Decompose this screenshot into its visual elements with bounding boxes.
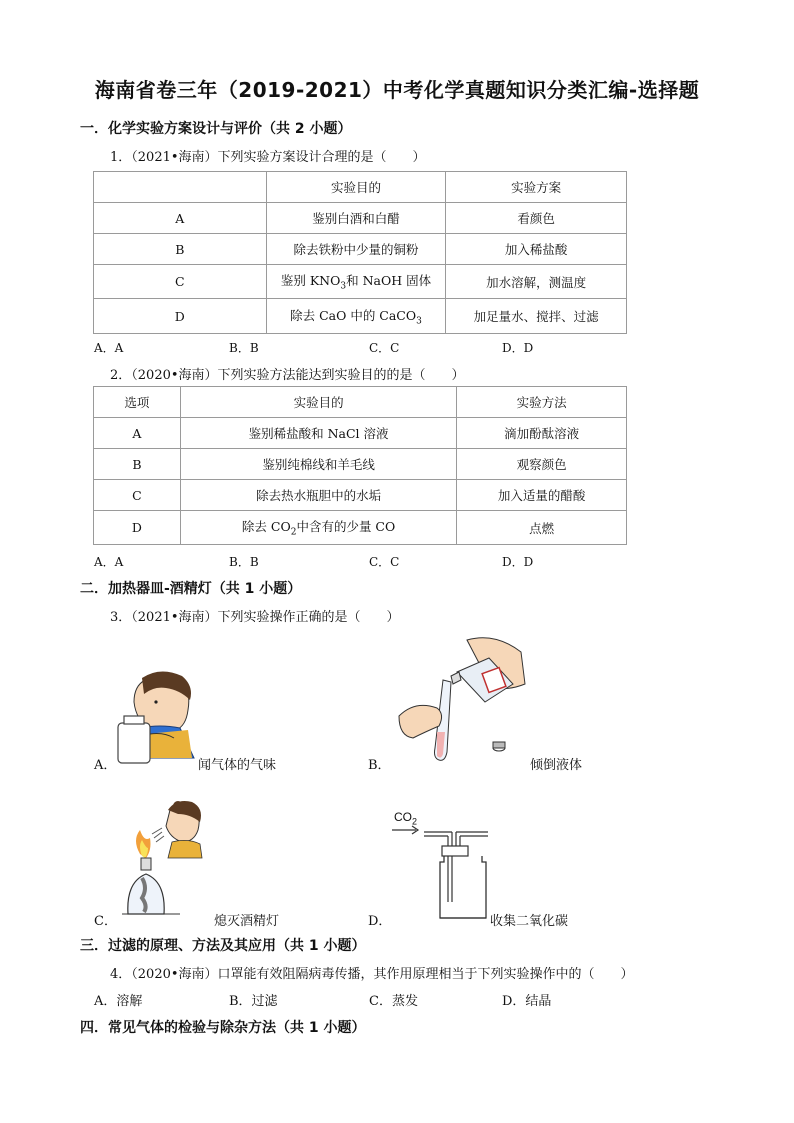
choice-c: C．C: [369, 341, 400, 355]
option-c-caption: 熄灭酒精灯: [214, 914, 280, 929]
method-cell: 加足量水、搅拌、过滤: [446, 299, 627, 334]
choice-a: A．溶解: [94, 994, 143, 1009]
goal-cell: [266, 265, 446, 299]
method-cell: 加入稀盐酸: [446, 234, 627, 265]
section-heading-3: 三．过滤的原理、方法及其应用（共 1 小题）: [80, 938, 366, 954]
subscript: 3: [340, 281, 347, 292]
choice-b: B．B: [229, 341, 259, 355]
goal-text: 中含有的少量 CO: [296, 519, 396, 535]
option-cell: C: [94, 265, 267, 299]
question-2-stem: 2．（2020•海南）下列实验方法能达到实验目的的是（ ）: [110, 368, 465, 383]
table-row: [94, 418, 627, 449]
method-cell: 点燃: [457, 511, 627, 545]
choice-b: B．过滤: [229, 994, 278, 1009]
smell-gas-illustration: [110, 668, 200, 768]
choice-d: D．D: [502, 555, 534, 569]
choice-d: D．结晶: [502, 994, 552, 1009]
option-a-letter: A．: [94, 758, 117, 773]
page-title: 海南省卷三年（2019-2021）中考化学真题知识分类汇编-选择题: [94, 78, 700, 102]
method-cell: 观察颜色: [457, 449, 627, 480]
option-cell: D: [94, 299, 267, 334]
option-cell: D: [94, 511, 181, 545]
choice-c: C．蒸发: [369, 994, 418, 1009]
goal-cell: [266, 299, 446, 334]
co2-text: CO: [394, 810, 412, 824]
method-cell: 看颜色: [446, 203, 627, 234]
goal-text: 除去 CaO 中的 CaCO: [290, 307, 417, 323]
choice-a: A．A: [94, 341, 124, 355]
question-1-table: [93, 171, 627, 334]
subscript: 3: [416, 316, 422, 327]
goal-cell: 鉴别稀盐酸和 NaCl 溶液: [180, 418, 456, 449]
option-b-caption: 倾倒液体: [530, 758, 583, 773]
co2-subscript: 2: [412, 816, 418, 827]
section-heading-1: 一．化学实验方案设计与评价（共 2 小题）: [80, 121, 352, 137]
table-header-cell: 选项: [94, 387, 181, 418]
choice-b: B．B: [229, 555, 259, 569]
pour-liquid-illustration: [395, 632, 530, 772]
goal-cell: 鉴别纯棉线和羊毛线: [180, 449, 456, 480]
question-3-stem: 3．（2021•海南）下列实验操作正确的是（ ）: [110, 610, 400, 625]
choice-a: A．A: [94, 555, 124, 569]
method-cell: 滴加酚酞溶液: [457, 418, 627, 449]
table-row: [94, 234, 627, 265]
table-header-cell: 实验目的: [266, 172, 446, 203]
question-4-stem: 4．（2020•海南）口罩能有效阻隔病毒传播，其作用原理相当于下列实验操作中的（ ）: [110, 967, 634, 982]
section-heading-2: 二．加热器皿-酒精灯（共 1 小题）: [80, 581, 302, 597]
subscript: 2: [290, 527, 297, 538]
goal-cell: 鉴别白酒和白醋: [266, 203, 446, 234]
option-cell: B: [94, 234, 267, 265]
table-header-cell: 实验方法: [457, 387, 627, 418]
option-d-letter: D．: [368, 914, 392, 929]
table-header-cell: 实验目的: [180, 387, 456, 418]
choice-c: C．C: [369, 555, 400, 569]
table-header-cell: 实验方案: [446, 172, 627, 203]
question-1-stem: 1．（2021•海南）下列实验方案设计合理的是（ ）: [110, 150, 426, 165]
goal-cell: 除去热水瓶胆中的水垢: [180, 480, 456, 511]
goal-cell: [180, 511, 456, 545]
table-row: [94, 480, 627, 511]
goal-text: 和 NaOH 固体: [346, 273, 432, 289]
table-header-row: [94, 387, 627, 418]
option-cell: A: [94, 203, 267, 234]
table-header-row: [94, 172, 627, 203]
option-cell: B: [94, 449, 181, 480]
option-d-caption: 收集二氧化碳: [490, 914, 569, 929]
table-row: [94, 449, 627, 480]
alcohol-lamp-illustration: [118, 798, 218, 922]
question-2-table: [93, 386, 627, 545]
table-row: [94, 299, 627, 334]
goal-text: 除去 CO: [241, 519, 291, 535]
option-cell: C: [94, 480, 181, 511]
choice-d: D．D: [502, 341, 534, 355]
table-row: [94, 265, 627, 299]
gas-collection-bottle-illustration: [390, 822, 500, 922]
option-c-letter: C．: [94, 914, 117, 929]
method-cell: 加入适量的醋酸: [457, 480, 627, 511]
option-b-letter: B．: [368, 758, 391, 773]
goal-text: 鉴别 KNO: [280, 273, 341, 289]
section-heading-4: 四．常见气体的检验与除杂方法（共 1 小题）: [80, 1020, 366, 1036]
option-cell: A: [94, 418, 181, 449]
table-header-cell: [94, 172, 267, 203]
table-row: [94, 511, 627, 545]
table-row: [94, 203, 627, 234]
method-cell: 加水溶解，测温度: [446, 265, 627, 299]
goal-cell: 除去铁粉中少量的铜粉: [266, 234, 446, 265]
option-a-caption: 闻气体的气味: [198, 758, 277, 773]
